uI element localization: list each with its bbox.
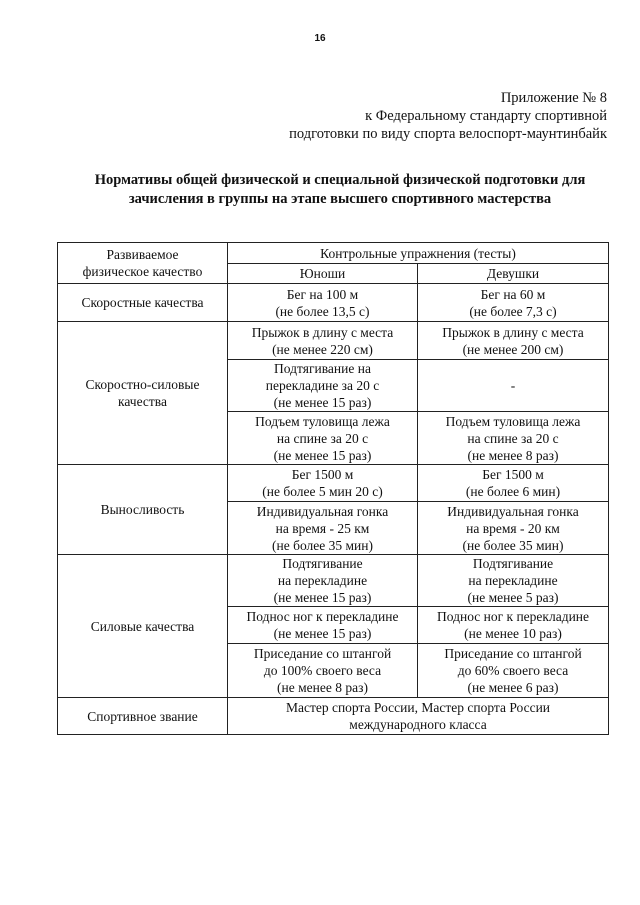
cell-line: (не менее 6 раз) bbox=[467, 680, 559, 695]
cell-line: на время - 25 км bbox=[275, 520, 370, 536]
cell-line: на перекладине bbox=[277, 573, 368, 588]
table-header-row bbox=[58, 243, 609, 264]
appendix-header bbox=[289, 89, 607, 143]
cell-line: (не менее 200 см) bbox=[462, 341, 564, 357]
cell-line: Прыжок в длину с места bbox=[251, 324, 394, 340]
cell-line: (не менее 15 раз) bbox=[273, 447, 372, 463]
cell-situp-girls bbox=[418, 412, 609, 465]
cell-tt-boys bbox=[228, 502, 418, 555]
header-girls: Девушки bbox=[418, 264, 609, 284]
cell-line: международного класса bbox=[349, 717, 487, 732]
cell-line: Поднос ног к перекладине bbox=[436, 609, 590, 624]
cell-line: Поднос ног к перекладине bbox=[246, 609, 399, 624]
cell-line: на время - 20 км bbox=[466, 520, 560, 536]
cell-speed-boys bbox=[228, 284, 418, 322]
quality-endurance: Выносливость bbox=[58, 465, 228, 555]
cell-tt-girls bbox=[418, 502, 609, 555]
header-boys: Юноши bbox=[228, 264, 418, 284]
cell-line: перекладине за 20 с bbox=[265, 378, 380, 393]
cell-line: на спине за 20 с bbox=[276, 430, 369, 446]
appendix-line-3: подготовки по виду спорта велоспорт-маунтинбайк bbox=[289, 126, 607, 142]
title-line-1: Нормативы общей физической и специальной физической подготовки для bbox=[94, 172, 586, 188]
cell-rank-value bbox=[228, 698, 609, 735]
cell-line: (не более 35 мин) bbox=[272, 537, 373, 553]
cell-line: Приседание со штангой bbox=[444, 646, 582, 661]
table-row bbox=[58, 698, 609, 735]
cell-pullup-girls bbox=[418, 555, 609, 607]
cell-pullup20-boys bbox=[228, 360, 418, 412]
norms-table bbox=[57, 242, 609, 735]
header-quality-line-1: Развиваемое bbox=[106, 247, 179, 262]
cell-run1500-boys bbox=[228, 465, 418, 502]
cell-jump-boys bbox=[228, 322, 418, 360]
table-row bbox=[58, 322, 609, 360]
cell-legraise-girls bbox=[418, 607, 609, 644]
cell-line: Индивидуальная гонка bbox=[447, 503, 579, 519]
cell-line: (не менее 10 раз) bbox=[464, 626, 562, 641]
appendix-line-1: Приложение № 8 bbox=[500, 90, 607, 106]
cell-line: Прыжок в длину с места bbox=[442, 324, 584, 340]
cell-jump-girls bbox=[418, 322, 609, 360]
cell-line: (не более 35 мин) bbox=[462, 537, 564, 553]
cell-squat-girls bbox=[418, 644, 609, 698]
page-number: 16 bbox=[314, 33, 326, 44]
cell-line: (не более 13,5 с) bbox=[275, 303, 370, 319]
quality-strength: Силовые качества bbox=[58, 555, 228, 698]
cell-line: до 60% своего веса bbox=[457, 663, 569, 678]
cell-line: Подтягивание bbox=[472, 556, 554, 571]
cell-line: на спине за 20 с bbox=[467, 430, 559, 446]
cell-line: Бег 1500 м bbox=[291, 467, 354, 482]
cell-line: Приседание со штангой bbox=[253, 646, 392, 661]
cell-line: (не более 7,3 с) bbox=[469, 303, 557, 319]
cell-speed-girls bbox=[418, 284, 609, 322]
cell-squat-boys bbox=[228, 644, 418, 698]
cell-line: (не менее 8 раз) bbox=[277, 680, 368, 695]
quality-line: качества bbox=[117, 394, 167, 409]
title-line-2: зачисления в группы на этапе высшего спортивного мастерства bbox=[128, 191, 552, 207]
cell-run1500-girls bbox=[418, 465, 609, 502]
header-quality-line-2: физическое качество bbox=[82, 264, 203, 279]
cell-line: (не менее 15 раз) bbox=[273, 590, 372, 605]
cell-line: (не менее 15 раз) bbox=[273, 395, 372, 410]
cell-line: Подъем туловища лежа bbox=[445, 413, 581, 429]
cell-line: (не более 5 мин 20 с) bbox=[262, 484, 383, 499]
quality-speed: Скоростные качества bbox=[58, 284, 228, 322]
quality-line: Скоростно-силовые bbox=[85, 377, 200, 392]
cell-pullup-boys bbox=[228, 555, 418, 607]
table-row bbox=[58, 555, 609, 607]
table-row bbox=[58, 284, 609, 322]
cell-line: Бег на 60 м bbox=[480, 286, 546, 302]
cell-line: (не менее 8 раз) bbox=[467, 447, 559, 463]
header-tests: Контрольные упражнения (тесты) bbox=[228, 243, 609, 264]
quality-speed-strength bbox=[58, 322, 228, 465]
cell-line: Бег на 100 м bbox=[286, 286, 359, 302]
cell-line: (не менее 5 раз) bbox=[467, 590, 559, 605]
appendix-line-2: к Федеральному стандарту спортивной bbox=[365, 108, 607, 124]
cell-line: (не более 6 мин) bbox=[465, 484, 561, 499]
cell-line: Мастер спорта России, Мастер спорта России bbox=[285, 700, 551, 715]
cell-line: до 100% своего веса bbox=[263, 663, 382, 678]
cell-line: (не менее 15 раз) bbox=[273, 626, 372, 641]
cell-line: на перекладине bbox=[468, 573, 558, 588]
cell-legraise-boys bbox=[228, 607, 418, 644]
cell-line: Бег 1500 м bbox=[482, 467, 544, 482]
table-row bbox=[58, 465, 609, 502]
cell-line: Индивидуальная гонка bbox=[256, 503, 389, 519]
cell-line: (не менее 220 см) bbox=[272, 341, 373, 357]
cell-line: Подтягивание bbox=[282, 556, 363, 571]
header-quality bbox=[58, 243, 228, 284]
cell-pullup20-girls: - bbox=[418, 360, 609, 412]
cell-line: Подъем туловища лежа bbox=[255, 413, 390, 429]
document-title bbox=[60, 171, 620, 209]
quality-rank: Спортивное звание bbox=[58, 698, 228, 735]
cell-line: Подтягивание на bbox=[274, 361, 371, 376]
cell-situp-boys bbox=[228, 412, 418, 465]
